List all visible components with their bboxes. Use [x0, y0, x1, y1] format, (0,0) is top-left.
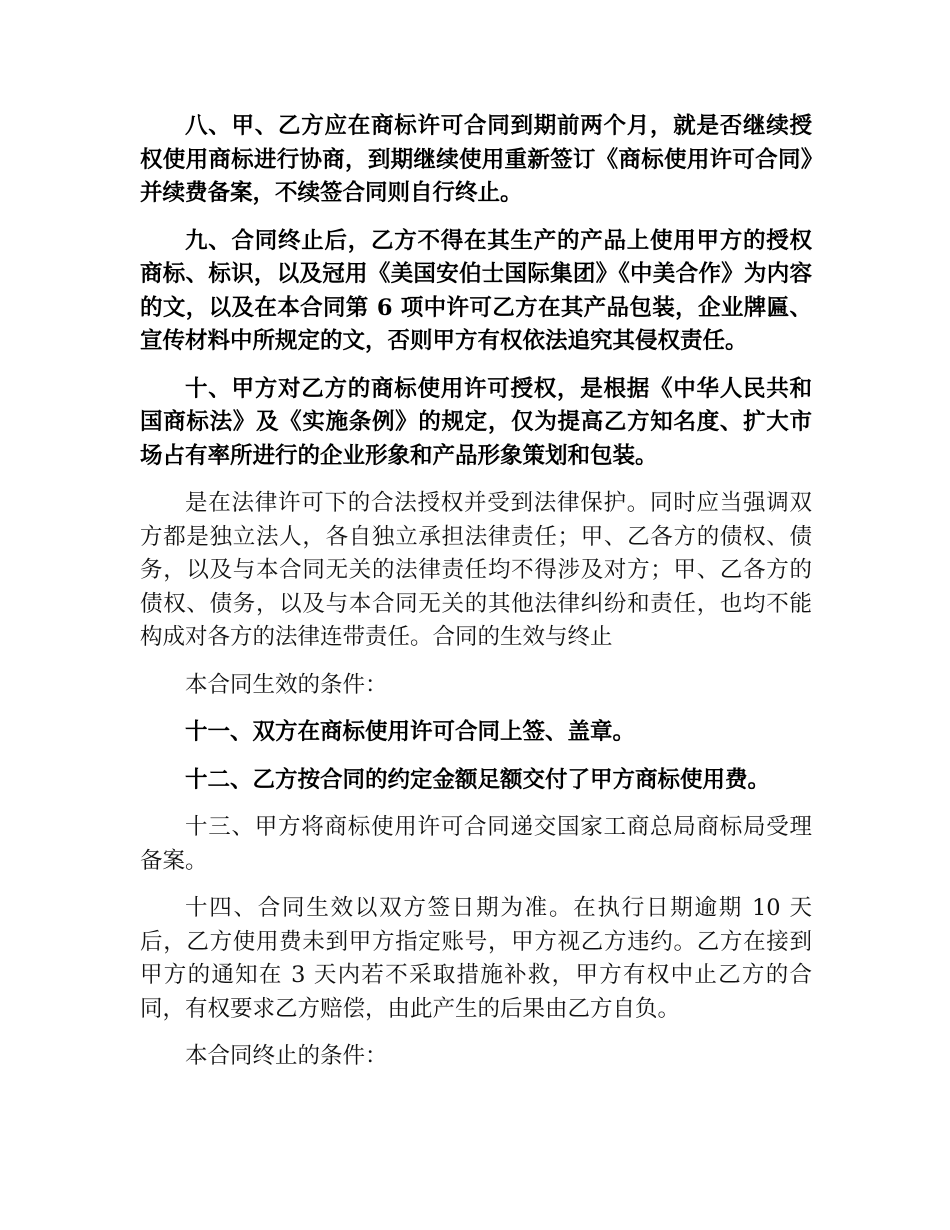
paragraph-clause-10: 十、甲方对乙方的商标使用许可授权，是根据《中华人民共和国商标法》及《实施条例》的规定，仅为提高乙方知名度、扩大市场占有率所进行的企业形象和产品形象策划和包装。 — [140, 375, 812, 469]
paragraph-effective-conditions-heading: 本合同生效的条件： — [185, 671, 388, 698]
paragraph-clause-14: 十四、合同生效以双方签日期为准。在执行日期逾期 10 天后，乙方使用费未到甲方指定账号，甲方视乙方违约。乙方在接到甲方的通知在 3 天内若不采取措施补救，甲方有权中止乙方的合同，有权要求乙方赔偿，由此产生的后果由乙方自负。 — [140, 895, 812, 1022]
paragraph-termination-conditions-heading: 本合同终止的条件： — [185, 1043, 388, 1069]
paragraph-clause-12: 十二、乙方按合同的约定金额足额交付了甲方商标使用费。 — [185, 766, 771, 793]
paragraph-clause-11: 十一、双方在商标使用许可合同上签、盖章。 — [185, 719, 636, 745]
paragraph-clause-13: 十三、甲方将商标使用许可合同递交国家工商总局商标局受理备案。 — [140, 814, 812, 874]
paragraph-clause-8: 八、甲、乙方应在商标许可合同到期前两个月，就是否继续授权使用商标进行协商，到期继续使用重新签订《商标使用许可合同》并续费备案，不续签合同则自行终止。 — [140, 113, 812, 206]
document-page — [140, 110, 812, 1088]
paragraph-legal-authorization: 是在法律许可下的合法授权并受到法律保护。同时应当强调双方都是独立法人，各自独立承担法律责任；甲、乙各方的债权、债务，以及与本合同无关的法律责任均不得涉及对方；甲、乙各方的债权、债务，以及与本合同无关的其他法律纠纷和责任，也均不能构成对各方的法律连带责任。合同的生效与终止 — [140, 490, 812, 650]
paragraph-clause-9: 九、合同终止后，乙方不得在其生产的产品上使用甲方的授权商标、标识，以及冠用《美国安伯士国际集团》《中美合作》为内容的文，以及在本合同第 6 项中许可乙方在其产品包装，企业牌匾、宣传材料中所规定的文，否则甲方有权依法追究其侵权责任。 — [140, 227, 812, 354]
